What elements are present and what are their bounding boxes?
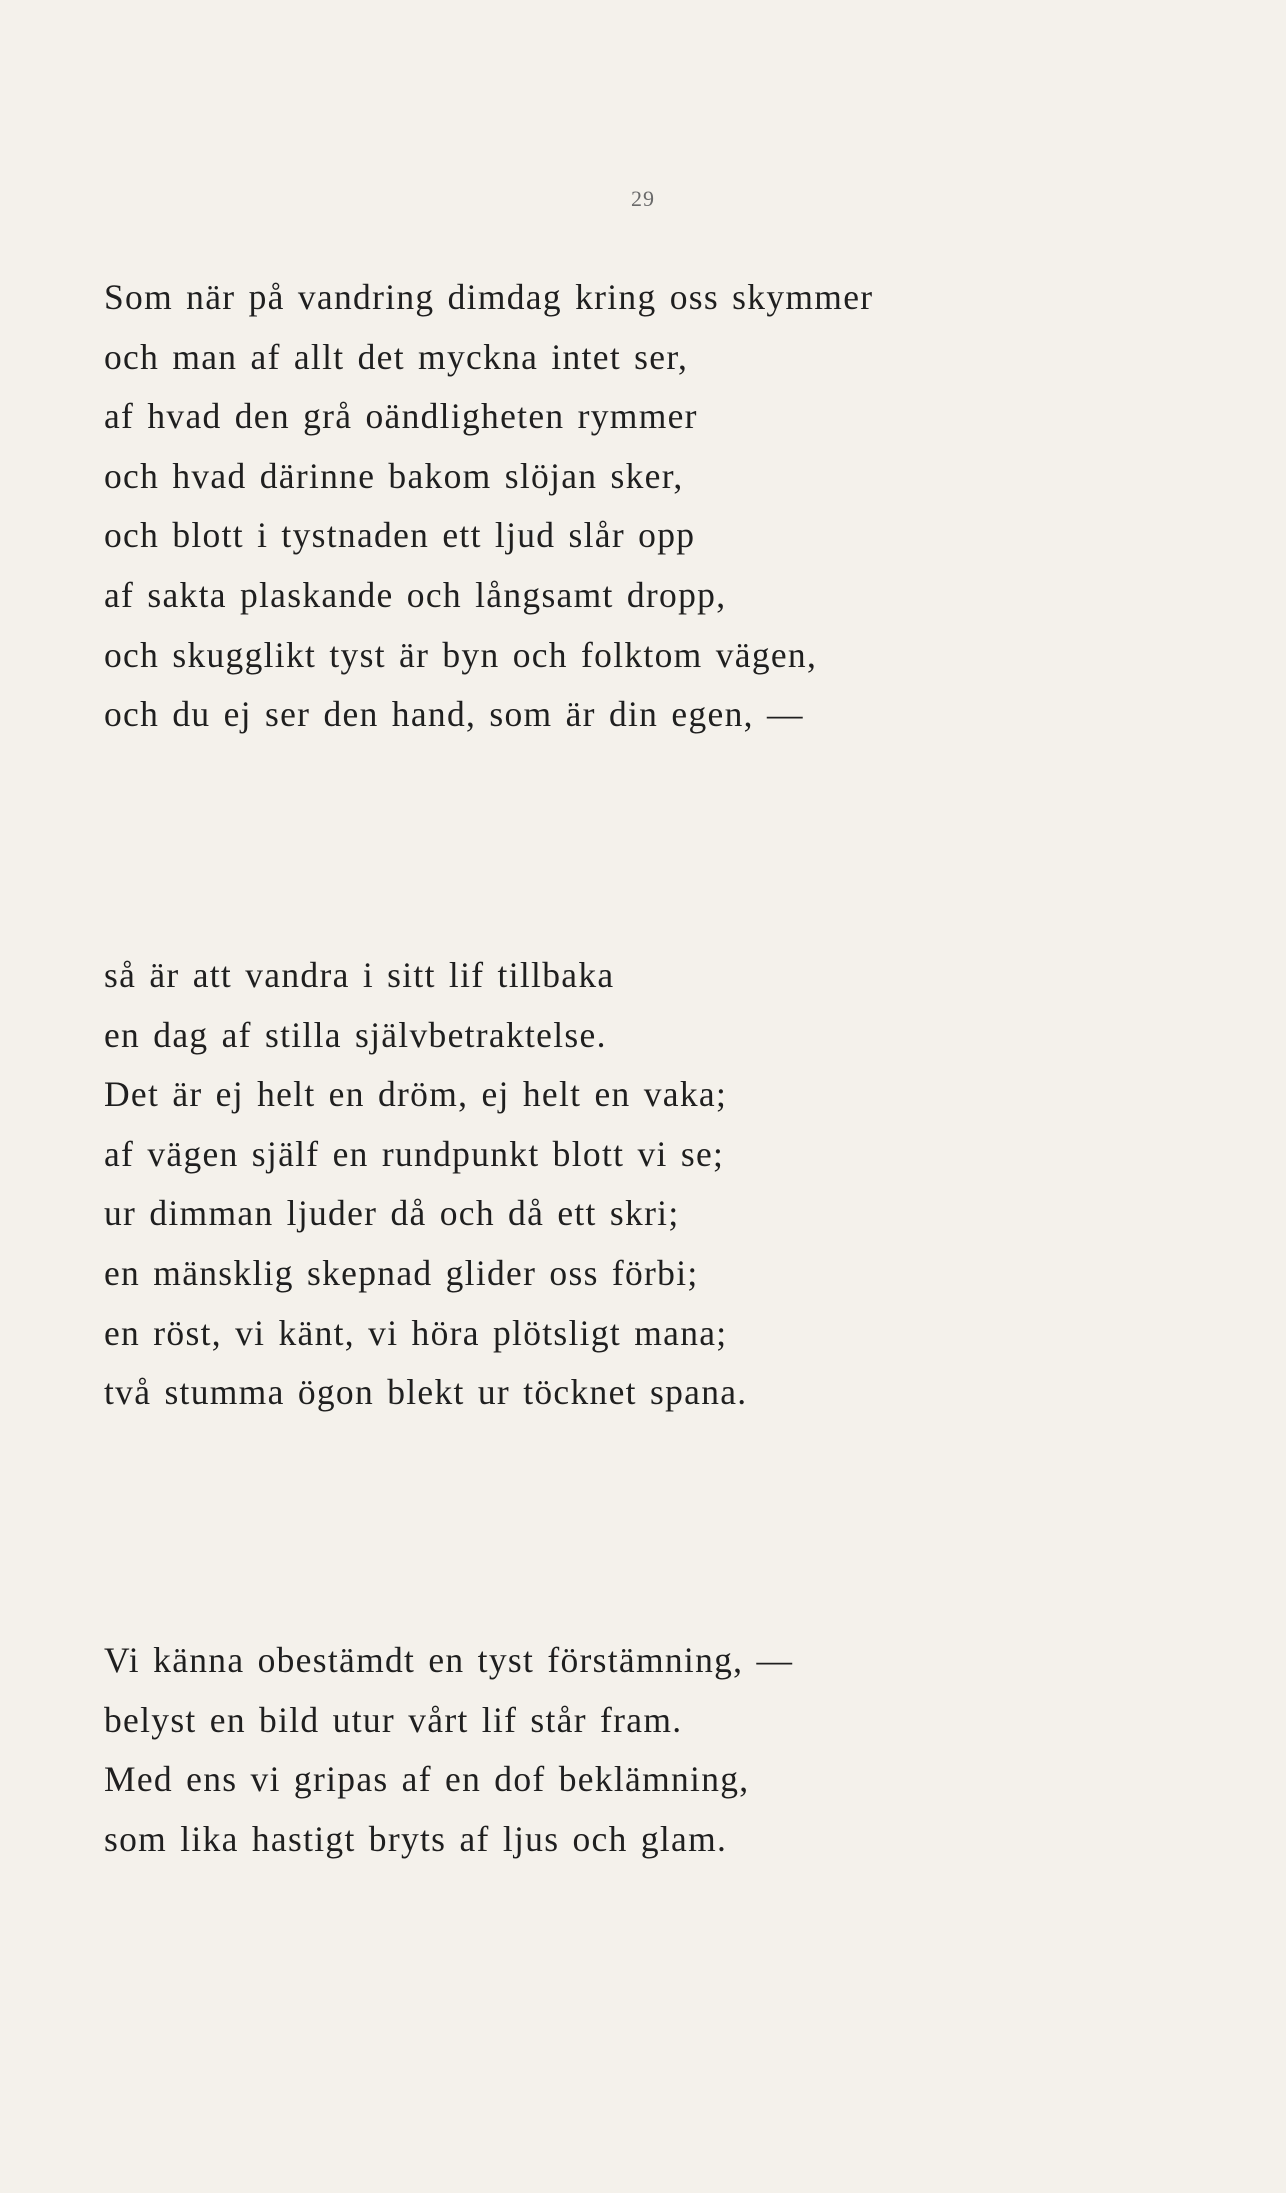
poem-line: så är att vandra i sitt lif tillbaka bbox=[104, 955, 615, 995]
stanza-1 bbox=[104, 268, 1224, 745]
poem-line: som lika hastigt bryts af ljus och glam. bbox=[104, 1818, 728, 1859]
poem-line: af vägen själf en rundpunkt blott vi se; bbox=[104, 1133, 725, 1174]
poem-line: två stumma ögon blekt ur töcknet spana. bbox=[104, 1372, 748, 1413]
poem-line: och skugglikt tyst är byn och folktom vägen, bbox=[104, 634, 818, 675]
poem-line: och hvad därinne bakom slöjan sker, bbox=[104, 455, 684, 496]
poem-line: en mänsklig skepnad glider oss förbi; bbox=[104, 1252, 699, 1293]
poem-line: och blott i tystnaden ett ljud slår opp bbox=[104, 515, 696, 556]
poem-line: af sakta plaskande och långsamt dropp, bbox=[104, 574, 727, 615]
poem-line: af hvad den grå oändligheten rymmer bbox=[104, 396, 698, 437]
poem-line: och du ej ser den hand, som är din egen, — bbox=[104, 694, 804, 735]
poem-line: och man af allt det myckna intet ser, bbox=[104, 336, 689, 377]
poem-line: Med ens vi gripas af en dof beklämning, bbox=[104, 1759, 750, 1800]
stanza-2 bbox=[104, 946, 1224, 1423]
stanza-3 bbox=[104, 1631, 1224, 1869]
poem-line: Vi känna obestämdt en tyst förstämning, — bbox=[104, 1640, 794, 1680]
poem-line: en röst, vi känt, vi höra plötsligt mana; bbox=[104, 1312, 728, 1353]
poem-line: Det är ej helt en dröm, ej helt en vaka; bbox=[104, 1074, 728, 1115]
poem-line: en dag af stilla självbetraktelse. bbox=[104, 1014, 607, 1055]
page-number: 29 bbox=[631, 186, 655, 211]
poem-line: belyst en bild utur vårt lif står fram. bbox=[104, 1699, 683, 1740]
poem-line: ur dimman ljuder då och då ett skri; bbox=[104, 1193, 680, 1234]
poem-line: Som när på vandring dimdag kring oss skymmer bbox=[104, 277, 874, 317]
